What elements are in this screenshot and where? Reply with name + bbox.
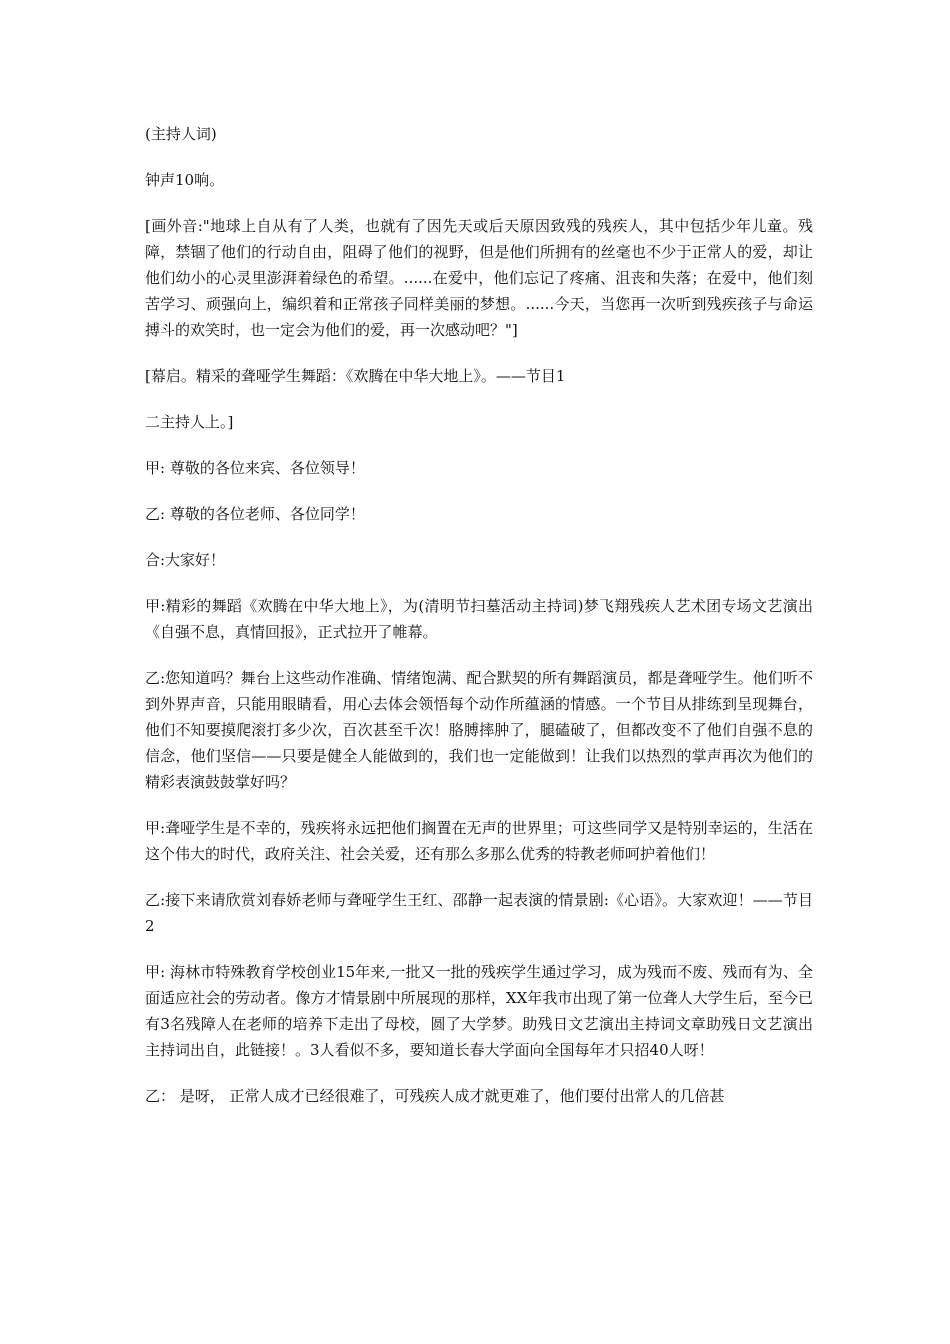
document-body — [145, 121, 813, 1129]
paragraph-together: 合:大家好！ — [145, 551, 226, 569]
paragraph-curtain: [幕启。精采的聋哑学生舞蹈：《欢腾在中华大地上》。——节目1 — [145, 367, 566, 385]
paragraph-yi-dancers: 乙:您知道吗？舞台上这些动作准确、情绪饱满、配合默契的所有舞蹈演员，都是聋哑学生。他们听不到外界声音，只能用眼睛看，用心去体会领悟每个动作所蕴涵的情感。一个节目从排练到呈现舞台，他们不知要摸爬滚打多少次，百次甚至千次！胳膊摔肿了，腿磕破了，但都改变不了他们自强不息的信念，他们坚信——只要是健全人能做到的，我们也一定能做到！让我们以热烈的掌声再次为他们的精彩表演鼓鼓掌好吗？ — [145, 669, 813, 791]
paragraph-host-title: (主持人词) — [145, 125, 217, 143]
paragraph-jia-school: 甲: 海林市特殊教育学校创业15年来,一批又一批的残疾学生通过学习，成为残而不废、残而有为、全面适应社会的劳动者。像方才情景剧中所展现的那样，XX年我市出现了第一位聋人大学生后，至今已有3名残障人在老师的培养下走出了母校，圆了大学梦。助残日文艺演出主持词文章助残日文艺演出主持词出自，此链接！。3人看似不多，要知道长春大学面向全国每年才只招40人呀！ — [145, 963, 813, 1059]
paragraph-jia-opening: 甲:精彩的舞蹈《欢腾在中华大地上》，为(清明节扫墓活动主持词)梦飞翔残疾人艺术团专场文艺演出《自强不息，真情回报》，正式拉开了帷幕。 — [145, 597, 813, 641]
paragraph-jia-greeting: 甲: 尊敬的各位来宾、各位领导！ — [145, 459, 365, 477]
paragraph-yi-greeting: 乙: 尊敬的各位老师、各位同学！ — [145, 505, 365, 523]
paragraph-voiceover: [画外音:"地球上自从有了人类，也就有了因先天或后天原因致残的残疾人，其中包括少年儿童。残障，禁锢了他们的行动自由，阻碍了他们的视野，但是他们所拥有的丝毫也不少于正常人的爱，却让他们幼小的心灵里澎湃着绿色的希望。......在爱中，他们忘记了疼痛、沮丧和失落；在爱中，他们刻苦学习、顽强向上，编织着和正常孩子同样美丽的梦想。......今天，当您再一次听到残疾孩子与命运搏斗的欢笑时，也一定会为他们的爱，再一次感动吧？"] — [145, 217, 813, 339]
paragraph-yi-program2: 乙:接下来请欣赏刘春娇老师与聋哑学生王红、邵静一起表演的情景剧:《心语》。大家欢迎！——节目2 — [145, 891, 813, 935]
paragraph-hosts-enter: 二主持人上。] — [145, 413, 234, 431]
paragraph-yi-talent: 乙： 是呀， 正常人成才已经很难了，可残疾人成才就更难了，他们要付出常人的几倍甚 — [145, 1087, 725, 1105]
paragraph-bell: 钟声10响。 — [145, 171, 225, 189]
paragraph-jia-students: 甲:聋哑学生是不幸的，残疾将永远把他们搁置在无声的世界里；可这些同学又是特别幸运的，生活在这个伟大的时代，政府关注、社会关爱，还有那么多那么优秀的特教老师呵护着他们！ — [145, 819, 813, 863]
